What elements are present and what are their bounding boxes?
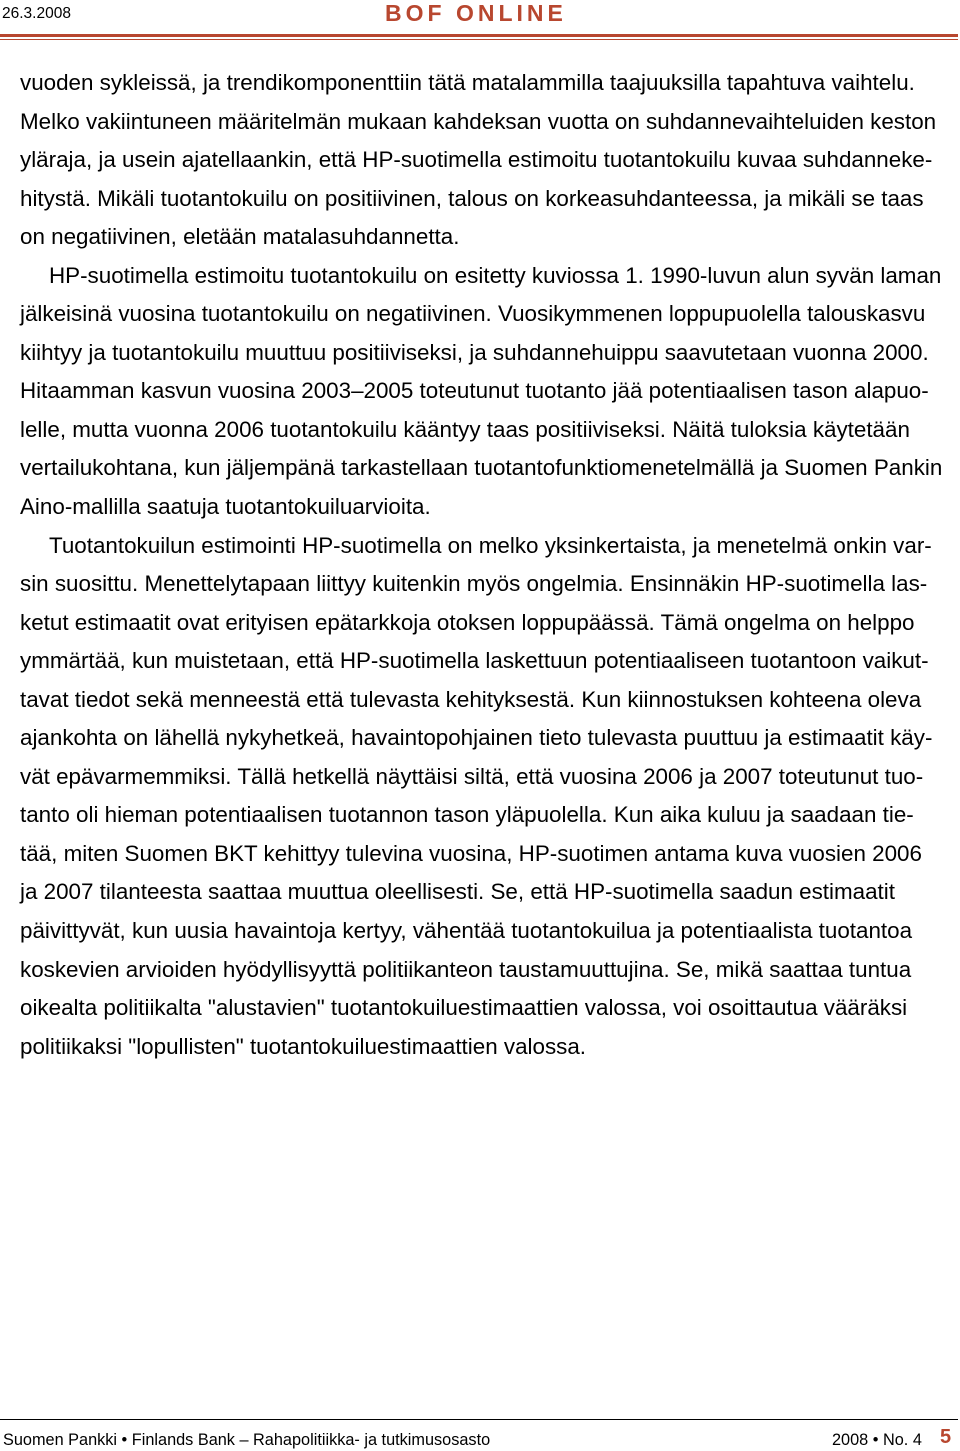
header-date: 26.3.2008 — [2, 5, 71, 22]
text-line: oikealta politiikalta "alustavien" tuotantokuiluestimaattien valossa, voi osoittautua vääräksi — [20, 995, 908, 1021]
footer-rule — [0, 1419, 958, 1420]
text-line: HP-suotimella estimoitu tuotantokuilu on esitetty kuviossa 1. 1990-luvun alun syvän laman — [49, 262, 942, 288]
text-line: tavat tiedot sekä menneestä että tulevasta kehityksestä. Kun kiinnostuksen kohteena oleva — [20, 686, 922, 712]
text-line: kiihtyy ja tuotantokuilu muuttuu positiiviseksi, ja suhdannehuippu saavutetaan vuonna 2000. — [20, 339, 929, 365]
text-line: vertailukohtana, kun jäljempänä tarkastellaan tuotantofunktiomenetelmällä ja Suomen Pankin — [20, 455, 943, 481]
text-line: politiikaksi "lopullisten" tuotantokuiluestimaattien valossa. — [20, 1033, 587, 1059]
paragraph — [20, 527, 950, 1067]
paragraph — [20, 64, 950, 257]
text-line: Aino-mallilla saatuja tuotantokuiluarvioita. — [20, 494, 431, 520]
text-line: Melko vakiintuneen määritelmän mukaan kahdeksan vuotta on suhdannevaihteluiden keston — [20, 108, 937, 134]
text-line: ja 2007 tilanteesta saattaa muuttua oleellisesti. Se, että HP-suotimella saadun estimaatit — [20, 879, 895, 905]
text-line: päivittyvät, kun uusia havaintoja kertyy, vähentää tuotantokuilua ja potentiaalista tuotantoa — [20, 918, 913, 944]
page-number: 5 — [940, 1426, 952, 1448]
text-line: yläraja, ja usein ajatellaankin, että HP-suotimella estimoitu tuotantokuilu kuvaa suhdanneke- — [20, 147, 933, 173]
body-text — [20, 64, 950, 1066]
footer-issue: 2008 • No. 4 — [832, 1431, 922, 1449]
footer-publisher: Suomen Pankki • Finlands Bank – Rahapolitiikka- ja tutkimusosasto — [3, 1431, 491, 1449]
header-rule — [0, 34, 958, 40]
text-line: on negatiivinen, eletään matalasuhdannetta. — [20, 224, 460, 250]
text-line: tää, miten Suomen BKT kehittyy tulevina vuosina, HP-suotimen antama kuva vuosien 2006 — [20, 840, 922, 866]
text-line: vät epävarmemmiksi. Tällä hetkellä näyttäisi siltä, että vuosina 2006 ja 2007 toteutunut tuo- — [20, 763, 924, 789]
text-line: vuoden sykleissä, ja trendikomponenttiin tätä matalammilla taajuuksilla tapahtuva vaihtelu. — [20, 70, 915, 95]
text-line: lelle, mutta vuonna 2006 tuotantokuilu kääntyy taas positiiviseksi. Näitä tuloksia käytetään — [20, 416, 910, 442]
text-line: jälkeisinä vuosina tuotantokuilu on negatiivinen. Vuosikymmenen loppupuolella talouskasvu — [20, 301, 926, 327]
paragraph — [20, 257, 950, 527]
text-line: Tuotantokuilun estimointi HP-suotimella on melko yksinkertaista, ja menetelmä onkin var- — [49, 532, 932, 558]
text-line: sin suosittu. Menettelytapaan liittyy kuitenkin myös ongelmia. Ensinnäkin HP-suotimella las- — [20, 571, 928, 597]
text-line: ymmärtää, kun muistetaan, että HP-suotimella laskettuun potentiaaliseen tuotantoon vaikut- — [20, 648, 929, 674]
text-line: koskevien arvioiden hyödyllisyyttä politiikanteon taustamuuttujina. Se, mikä saattaa tuntua — [20, 956, 912, 982]
header-title: BOF ONLINE — [385, 0, 567, 26]
text-line: ajankohta on lähellä nykyhetkeä, havaintopohjainen tieto tulevasta puuttuu ja estimaatit käy- — [20, 725, 933, 751]
text-line: ketut estimaatit ovat erityisen epätarkkoja otoksen loppupäässä. Tämä ongelma on helppo — [20, 609, 915, 635]
text-line: hitystä. Mikäli tuotantokuilu on positiivinen, talous on korkeasuhdanteessa, ja mikäli se taas — [20, 185, 924, 211]
text-line: Hitaamman kasvun vuosina 2003–2005 toteutunut tuotanto jää potentiaalisen tason alapuo- — [20, 378, 929, 404]
text-line: tanto oli hieman potentiaalisen tuotannon tason yläpuolella. Kun aika kuluu ja saadaan tie- — [20, 802, 914, 828]
